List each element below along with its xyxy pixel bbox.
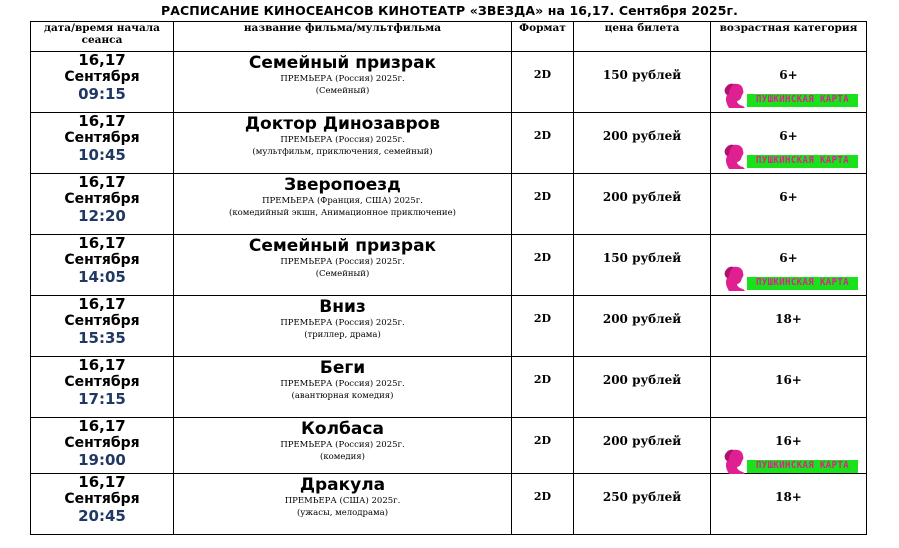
session-month: Сентября xyxy=(64,130,140,146)
pushkin-card-label: ПУШКИНСКАЯ КАРТА xyxy=(755,460,850,472)
price-cell: 200 рублей xyxy=(574,296,711,357)
page-title: РАСПИСАНИЕ КИНОСЕАНСОВ КИНОТЕАТР «ЗВЕЗДА» на 16,17. Сентября 2025г. xyxy=(160,3,738,18)
format-cell: 2D xyxy=(512,235,574,296)
age-rating: 6+ xyxy=(779,68,798,82)
header-row xyxy=(31,22,867,52)
film-title: Доктор Динозавров xyxy=(244,114,441,134)
age-rating: 18+ xyxy=(775,490,802,504)
schedule-table xyxy=(30,21,867,535)
price-cell: 200 рублей xyxy=(574,418,711,474)
film-cell xyxy=(174,418,512,474)
age-rating: 6+ xyxy=(779,251,798,265)
price-cell: 200 рублей xyxy=(574,174,711,235)
format-cell: 2D xyxy=(512,296,574,357)
session-datetime-cell xyxy=(31,235,174,296)
session-month: Сентября xyxy=(64,435,140,451)
table-row xyxy=(31,235,867,296)
film-genre: (комедия) xyxy=(320,452,365,462)
age-rating: 6+ xyxy=(779,190,798,204)
film-title: Семейный призрак xyxy=(248,236,437,256)
age-cell xyxy=(711,296,867,357)
session-month: Сентября xyxy=(64,191,140,207)
format-cell: 2D xyxy=(512,174,574,235)
session-datetime-cell xyxy=(31,474,174,535)
session-datetime-cell xyxy=(31,357,174,418)
pushkin-card-label: ПУШКИНСКАЯ КАРТА xyxy=(755,155,850,167)
pushkin-card-band xyxy=(747,155,858,168)
session-datetime-cell xyxy=(31,418,174,474)
session-time: 19:00 xyxy=(78,451,126,469)
age-rating: 18+ xyxy=(775,312,802,326)
format-cell: 2D xyxy=(512,113,574,174)
pushkin-card-label: ПУШКИНСКАЯ КАРТА xyxy=(755,277,850,289)
age-cell xyxy=(711,52,867,113)
session-time: 17:15 xyxy=(78,390,126,408)
table-row xyxy=(31,474,867,535)
table-row xyxy=(31,357,867,418)
session-date: 16,17 xyxy=(78,356,126,374)
session-time: 12:20 xyxy=(78,207,126,225)
table-row xyxy=(31,113,867,174)
pushkin-card-logo xyxy=(723,143,858,169)
pushkin-card-band xyxy=(747,94,858,107)
film-premiere: ПРЕМЬЕРА (Франция, США) 2025г. xyxy=(262,196,423,206)
film-premiere: ПРЕМЬЕРА (США) 2025г. xyxy=(284,496,401,506)
session-month: Сентября xyxy=(64,491,140,507)
film-genre: (комедийный экшн, Анимационное приключение) xyxy=(229,208,456,218)
film-title: Беги xyxy=(319,358,366,378)
film-premiere: ПРЕМЬЕРА (Россия) 2025г. xyxy=(280,379,405,389)
table-row xyxy=(31,52,867,113)
film-genre: (ужасы, мелодрама) xyxy=(296,508,389,518)
session-datetime-cell xyxy=(31,296,174,357)
film-title: Семейный призрак xyxy=(248,53,437,73)
session-date: 16,17 xyxy=(78,173,126,191)
age-cell xyxy=(711,174,867,235)
price-cell: 250 рублей xyxy=(574,474,711,535)
age-cell xyxy=(711,357,867,418)
film-cell xyxy=(174,174,512,235)
film-premiere: ПРЕМЬЕРА (Россия) 2025г. xyxy=(280,135,405,145)
film-genre: (триллер, драма) xyxy=(304,330,381,340)
film-premiere: ПРЕМЬЕРА (Россия) 2025г. xyxy=(280,440,405,450)
session-date: 16,17 xyxy=(78,51,126,69)
format-cell: 2D xyxy=(512,474,574,535)
film-title: Вниз xyxy=(319,297,366,317)
format-cell: 2D xyxy=(512,418,574,474)
film-cell xyxy=(174,357,512,418)
session-time: 20:45 xyxy=(78,507,126,525)
pushkin-card-band xyxy=(747,460,858,473)
session-time: 10:45 xyxy=(78,146,126,164)
session-month: Сентября xyxy=(64,69,140,85)
header-datetime: дата/время начала сеанса xyxy=(31,22,174,52)
pushkin-portrait-icon xyxy=(723,265,749,291)
pushkin-portrait-icon xyxy=(723,143,749,169)
session-datetime-cell xyxy=(31,113,174,174)
session-date: 16,17 xyxy=(78,112,126,130)
session-datetime-cell xyxy=(31,174,174,235)
header-price: цена билета xyxy=(574,22,711,52)
session-month: Сентября xyxy=(64,313,140,329)
film-premiere: ПРЕМЬЕРА (Россия) 2025г. xyxy=(280,318,405,328)
age-cell xyxy=(711,113,867,174)
pushkin-portrait-icon xyxy=(723,448,749,474)
film-title: Зверопоезд xyxy=(284,175,401,195)
header-film: название фильма/мультфильма xyxy=(174,22,512,52)
film-title: Колбаса xyxy=(301,419,384,439)
pushkin-card-logo xyxy=(723,82,858,108)
session-datetime-cell xyxy=(31,52,174,113)
pushkin-card-band xyxy=(747,277,858,290)
film-title: Дракула xyxy=(299,475,386,495)
film-cell xyxy=(174,296,512,357)
session-time: 15:35 xyxy=(78,329,126,347)
header-age: возрастная категория xyxy=(711,22,867,52)
table-row xyxy=(31,174,867,235)
session-time: 14:05 xyxy=(78,268,126,286)
session-date: 16,17 xyxy=(78,417,126,435)
film-cell xyxy=(174,52,512,113)
table-row xyxy=(31,418,867,474)
film-cell xyxy=(174,235,512,296)
film-genre: (авантюрная комедия) xyxy=(291,391,394,401)
session-month: Сентября xyxy=(64,374,140,390)
price-cell: 200 рублей xyxy=(574,357,711,418)
session-month: Сентября xyxy=(64,252,140,268)
age-rating: 16+ xyxy=(775,434,802,448)
pushkin-card-logo xyxy=(723,265,858,291)
session-date: 16,17 xyxy=(78,473,126,491)
film-cell xyxy=(174,113,512,174)
format-cell: 2D xyxy=(512,357,574,418)
header-format: Формат xyxy=(512,22,574,52)
age-cell xyxy=(711,418,867,474)
pushkin-portrait-icon xyxy=(723,82,749,108)
session-date: 16,17 xyxy=(78,234,126,252)
pushkin-card-label: ПУШКИНСКАЯ КАРТА xyxy=(755,94,850,106)
film-premiere: ПРЕМЬЕРА (Россия) 2025г. xyxy=(280,74,405,84)
film-genre: (мультфильм, приключения, семейный) xyxy=(252,147,433,157)
film-cell xyxy=(174,474,512,535)
film-premiere: ПРЕМЬЕРА (Россия) 2025г. xyxy=(280,257,405,267)
age-cell xyxy=(711,235,867,296)
price-cell: 150 рублей xyxy=(574,235,711,296)
format-cell: 2D xyxy=(512,52,574,113)
age-rating: 16+ xyxy=(775,373,802,387)
table-row xyxy=(31,296,867,357)
age-cell xyxy=(711,474,867,535)
price-cell: 200 рублей xyxy=(574,113,711,174)
price-cell: 150 рублей xyxy=(574,52,711,113)
session-date: 16,17 xyxy=(78,295,126,313)
session-time: 09:15 xyxy=(78,85,126,103)
age-rating: 6+ xyxy=(779,129,798,143)
film-genre: (Семейный) xyxy=(315,86,370,96)
pushkin-card-logo xyxy=(723,448,858,474)
film-genre: (Семейный) xyxy=(315,269,370,279)
